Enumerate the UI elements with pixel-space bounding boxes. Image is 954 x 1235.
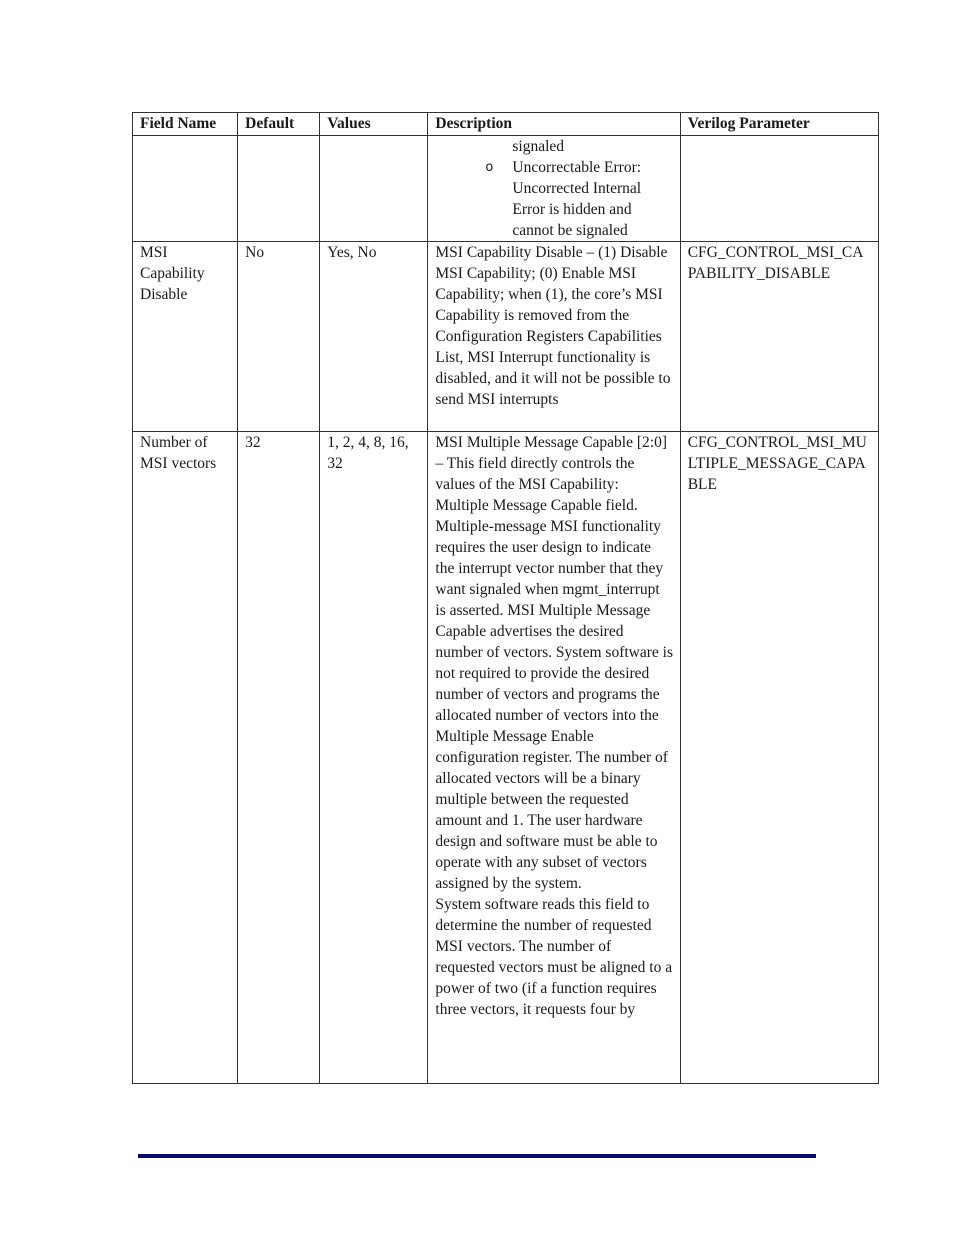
header-field-name: Field Name bbox=[133, 113, 238, 136]
cell-description bbox=[428, 136, 680, 242]
cell-field: Number of MSI vectors bbox=[133, 432, 238, 1084]
cell-values bbox=[320, 136, 428, 242]
header-default: Default bbox=[238, 113, 320, 136]
cell-field: MSI Capability Disable bbox=[133, 242, 238, 432]
cell-verilog: CFG_CONTROL_MSI_CAPABILITY_DISABLE bbox=[680, 242, 878, 432]
cell-default bbox=[238, 136, 320, 242]
header-verilog-parameter: Verilog Parameter bbox=[680, 113, 878, 136]
cell-default: No bbox=[238, 242, 320, 432]
cell-default: 32 bbox=[238, 432, 320, 1084]
footer-rule bbox=[138, 1154, 816, 1158]
description-paragraph-2: System software reads this field to determine the number of requested MSI vectors. The number of requested vectors must be aligned to a power of two (if a function requires three vectors, it requests four by bbox=[435, 896, 673, 1018]
cell-verilog bbox=[680, 136, 878, 242]
bullet-text: Uncorrectable Error: Uncorrected Internal Error is hidden and cannot be signaled bbox=[512, 159, 642, 239]
table-row bbox=[133, 242, 879, 432]
cell-description bbox=[428, 432, 680, 1084]
cell-values: 1, 2, 4, 8, 16, 32 bbox=[320, 432, 428, 1084]
desc-continuation: signaled bbox=[512, 138, 565, 155]
description-paragraph: MSI Multiple Message Capable [2:0] – This field directly controls the values of the MSI Capability: Multiple Message Capable field. Multiple-message MSI functionality requires the user design to indicate the interrupt vector number that they want signaled when mgmt_interrupt is asserted. MSI Multiple Message Capable advertises the desired number of vectors. System software is not required to provide the desired number of vectors and programs the allocated number of vectors into the Multiple Message Enable configuration register. The number of allocated vectors will be a binary multiple between the requested amount and 1. The user hardware design and software must be able to operate with any subset of vectors assigned by the system. bbox=[435, 434, 674, 892]
table-header-row bbox=[133, 113, 879, 136]
bullet-marker: o bbox=[485, 160, 494, 175]
cell-verilog: CFG_CONTROL_MSI_MULTIPLE_MESSAGE_CAPABLE bbox=[680, 432, 878, 1084]
cell-values: Yes, No bbox=[320, 242, 428, 432]
header-description: Description bbox=[428, 113, 680, 136]
parameter-table bbox=[132, 112, 879, 1084]
cell-description: MSI Capability Disable – (1) Disable MSI Capability; (0) Enable MSI Capability; when (1), the core’s MSI Capability is removed from the Configuration Registers Capabilities List, MSI Interrupt functionality is disabled, and it will not be possible to send MSI interrupts bbox=[428, 242, 680, 432]
bullet-list-item bbox=[428, 157, 675, 241]
table-row bbox=[133, 432, 879, 1084]
header-values: Values bbox=[320, 113, 428, 136]
cell-field bbox=[133, 136, 238, 242]
table-row-continuation bbox=[133, 136, 879, 242]
